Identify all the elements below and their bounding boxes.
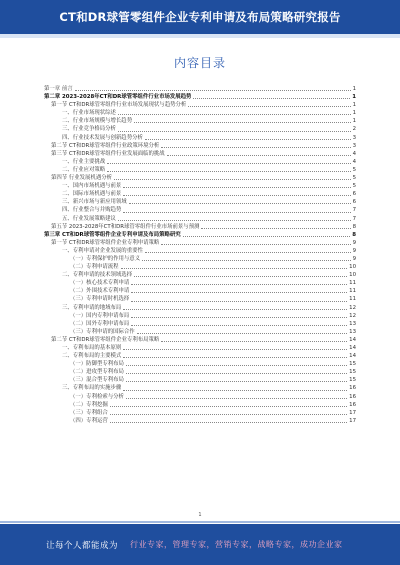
- toc-entry[interactable]: [44, 150, 356, 158]
- toc-entry[interactable]: [44, 263, 356, 271]
- toc-entry-page: 4: [352, 158, 356, 165]
- toc-entry-page: 16: [349, 401, 356, 408]
- toc-entry-page: 11: [349, 280, 356, 287]
- toc-entry[interactable]: [44, 295, 356, 303]
- toc-entry-page: 2: [352, 126, 356, 133]
- toc-leader-dots: [114, 179, 351, 180]
- toc-leader-dots: [131, 325, 347, 326]
- toc-entry-page: 14: [349, 345, 356, 351]
- toc-entry[interactable]: [44, 231, 356, 239]
- toc-entry-text: 三、专利申请的地域布局: [62, 304, 122, 311]
- toc-leader-dots: [193, 98, 350, 99]
- toc-entry-text: 第四节 行业发展机遇分析: [51, 175, 113, 182]
- toc-leader-dots: [123, 357, 347, 358]
- toc-entry-text: （三）专利申请时机选择: [70, 296, 130, 303]
- toc-entry-text: 一、专利申请对企业发展的重要性: [62, 247, 143, 254]
- toc-entry-page: 14: [349, 336, 356, 343]
- toc-entry-page: 17: [349, 417, 356, 424]
- toc-entry[interactable]: [44, 198, 356, 206]
- toc-entry[interactable]: [44, 223, 356, 231]
- toc-leader-dots: [137, 333, 347, 334]
- toc-entry-text: 三、新兴市场与新应用领域: [62, 199, 127, 206]
- toc-entry[interactable]: [44, 142, 356, 150]
- toc-leader-dots: [126, 398, 347, 399]
- toc-entry[interactable]: [44, 344, 356, 352]
- toc-entry-text: （三）混合型专利布局: [70, 377, 124, 384]
- toc-entry-page: 5: [352, 175, 356, 182]
- toc-entry-text: 第一章 前言: [44, 86, 73, 92]
- toc-entry[interactable]: [44, 109, 356, 117]
- footer-divider: [0, 521, 400, 523]
- toc-entry-page: 13: [349, 328, 356, 335]
- toc-leader-dots: [110, 406, 347, 407]
- toc-entry-text: （一）专利检索与分析: [70, 393, 124, 400]
- toc-entry-text: （一）防御型专利布局: [70, 361, 124, 368]
- toc-entry[interactable]: [44, 393, 356, 401]
- toc-entry-page: 8: [352, 223, 356, 230]
- toc-leader-dots: [134, 122, 350, 123]
- toc-entry-text: 第二章 2023-2028年CT和DR球管零组件行业市场发展趋势: [44, 94, 192, 101]
- toc-leader-dots: [126, 365, 347, 366]
- toc-entry-page: 11: [349, 288, 356, 295]
- toc-heading: 内容目录: [173, 56, 226, 70]
- toc-leader-dots: [123, 349, 347, 350]
- toc-entry[interactable]: [44, 336, 356, 344]
- toc-entry-page: 17: [349, 409, 356, 416]
- toc-entry-page: 14: [349, 353, 356, 360]
- toc-entry-page: 10: [349, 264, 356, 271]
- toc-entry[interactable]: [44, 328, 356, 336]
- toc-entry[interactable]: [44, 312, 356, 320]
- toc-entry-page: 15: [349, 361, 356, 368]
- toc-entry[interactable]: [44, 158, 356, 166]
- toc-entry-text: （三）专利申请的国际合作: [70, 328, 135, 335]
- toc-entry-text: 五、行业发展策略建议: [62, 215, 116, 222]
- toc-leader-dots: [161, 341, 347, 342]
- toc-leader-dots: [183, 236, 351, 237]
- toc-entry[interactable]: [44, 190, 356, 198]
- toc-entry-page: 1: [352, 118, 356, 125]
- toc-entry[interactable]: [44, 255, 356, 263]
- toc-entry-text: 第一节 CT和DR球管零组件企业专利申请策略: [51, 239, 160, 246]
- toc-entry[interactable]: [44, 271, 356, 279]
- toc-entry-page: 7: [352, 207, 356, 214]
- toc-entry[interactable]: [44, 401, 356, 409]
- toc-leader-dots: [161, 147, 350, 148]
- toc-entry-page: 9: [352, 255, 356, 262]
- toc-entry-text: 一、专利布局的基本原则: [62, 345, 122, 351]
- report-header: [0, 0, 400, 34]
- toc-entry-page: 16: [349, 385, 356, 392]
- toc-leader-dots: [118, 114, 351, 115]
- toc-entry-page: 1: [352, 86, 356, 92]
- toc-entry-page: 1: [352, 94, 356, 101]
- toc-entry-text: （一）专利保护的作用与意义: [70, 255, 141, 262]
- toc-entry[interactable]: [44, 239, 356, 247]
- footer-tags: 行业专家，管理专家，营销专家，战略专家，成功企业家: [130, 540, 343, 549]
- toc-leader-dots: [75, 90, 351, 91]
- toc-entry-text: 二、国际市场机遇与前景: [62, 191, 122, 198]
- toc-leader-dots: [123, 390, 347, 391]
- toc-entry-text: 第二节 CT和DR球管零组件行业政策环境分析: [51, 142, 160, 149]
- toc-entry-page: 1: [352, 102, 356, 109]
- toc-entry-text: 第一节 CT和DR球管零组件行业市场发展现状与趋势分析: [51, 102, 187, 109]
- toc-entry-page: 9: [352, 239, 356, 246]
- toc-entry[interactable]: [44, 206, 356, 214]
- toc-entry-page: 6: [352, 199, 356, 206]
- toc-entry-text: （三）专利组合: [70, 409, 108, 416]
- toc-entry-page: 7: [352, 215, 356, 222]
- toc-entry-text: 四、行业技术发展与创新趋势分析: [62, 134, 143, 141]
- toc-entry[interactable]: [44, 101, 356, 109]
- toc-entry-page: 4: [352, 150, 356, 157]
- toc-leader-dots: [123, 187, 350, 188]
- toc-entry-page: 1: [352, 110, 356, 117]
- footer-slogan: 让每个人都能成为: [46, 540, 119, 551]
- toc-leader-dots: [188, 106, 350, 107]
- toc-leader-dots: [123, 309, 347, 310]
- toc-entry-text: （二）专利申请流程: [70, 264, 119, 271]
- toc-leader-dots: [118, 220, 351, 221]
- page-number: 1: [198, 512, 202, 518]
- toc-leader-dots: [126, 373, 347, 374]
- toc-entry[interactable]: [44, 360, 356, 368]
- toc-entry-text: 四、行业整合与并购趋势: [62, 207, 122, 214]
- toc-entry-text: 第三章 CT和DR球管零组件企业专利申请及布局策略研究: [44, 231, 181, 238]
- toc-entry[interactable]: [44, 417, 356, 425]
- toc-entry-text: （一）国内专利申请布局: [70, 312, 130, 319]
- toc-entry[interactable]: [44, 384, 356, 392]
- toc-entry-page: 9: [352, 247, 356, 254]
- toc-leader-dots: [134, 276, 347, 277]
- toc-entry[interactable]: [44, 134, 356, 142]
- footer-banner: [0, 524, 400, 565]
- toc-entry[interactable]: [44, 125, 356, 133]
- toc-entry[interactable]: [44, 352, 356, 360]
- toc-leader-dots: [126, 381, 347, 382]
- toc-entry[interactable]: [44, 247, 356, 255]
- toc-entry-page: 13: [349, 320, 356, 327]
- toc-leader-dots: [131, 317, 347, 318]
- toc-entry-page: 12: [349, 304, 356, 311]
- toc-leader-dots: [131, 284, 347, 285]
- toc-entry-page: 16: [349, 393, 356, 400]
- report-title: CT和DR球管零组件企业专利申请及布局策略研究报告: [59, 10, 341, 24]
- toc-leader-dots: [121, 268, 348, 269]
- toc-entry-text: （二）专利挖掘: [70, 401, 108, 408]
- toc-entry-text: 三、专利布局的实施步骤: [62, 385, 122, 392]
- toc-entry[interactable]: [44, 117, 356, 125]
- toc-entry-text: 二、行业市场规模与增长趋势: [62, 118, 133, 125]
- toc-entry[interactable]: [44, 376, 356, 384]
- toc-entry-page: 15: [349, 377, 356, 384]
- toc-entry-page: 15: [349, 369, 356, 376]
- toc-entry-text: 二、专利布局的主要模式: [62, 353, 122, 360]
- toc-entry[interactable]: [44, 166, 356, 174]
- toc-leader-dots: [145, 252, 351, 253]
- toc-leader-dots: [123, 195, 350, 196]
- toc-leader-dots: [131, 292, 347, 293]
- toc-leader-dots: [118, 131, 351, 132]
- toc-leader-dots: [107, 163, 350, 164]
- toc-leader-dots: [142, 260, 350, 261]
- toc-entry-page: 6: [352, 191, 356, 198]
- toc-leader-dots: [123, 212, 350, 213]
- toc-entry[interactable]: [44, 279, 356, 287]
- toc-leader-dots: [167, 155, 351, 156]
- toc-leader-dots: [145, 139, 351, 140]
- toc-entry-text: （二）进攻型专利布局: [70, 369, 124, 376]
- toc-entry-text: 一、国内市场机遇与前景: [62, 183, 122, 190]
- toc-entry-page: 5: [352, 166, 356, 173]
- toc-entry-page: 5: [352, 183, 356, 190]
- toc-leader-dots: [110, 422, 347, 423]
- toc-entry-page: 3: [352, 142, 356, 149]
- toc-leader-dots: [129, 203, 351, 204]
- toc-entry[interactable]: [44, 409, 356, 417]
- toc-leader-dots: [107, 171, 350, 172]
- toc-entry-text: 二、行业应对策略: [62, 166, 106, 173]
- toc-entry-page: 10: [349, 272, 356, 279]
- toc-leader-dots: [161, 244, 350, 245]
- toc-entry[interactable]: [44, 368, 356, 376]
- toc-entry[interactable]: [44, 93, 356, 101]
- toc-entry[interactable]: [44, 320, 356, 328]
- toc-entry-text: 第二节 CT和DR球管零组件企业专利布局策略: [51, 336, 160, 343]
- toc-entry-page: 3: [352, 134, 356, 141]
- toc-entry-text: （二）国外专利申请布局: [70, 320, 130, 327]
- toc-entry[interactable]: [44, 215, 356, 223]
- toc-entry-page: 12: [349, 312, 356, 319]
- toc-leader-dots: [110, 414, 347, 415]
- toc-entry[interactable]: [44, 182, 356, 190]
- toc-entry-text: 第三节 CT和DR球管零组件行业发展面临的挑战: [51, 150, 165, 157]
- header-divider: [0, 34, 400, 38]
- toc-entry-text: 一、行业市场现状综述: [62, 110, 116, 117]
- toc-entry[interactable]: [44, 174, 356, 182]
- toc-leader-dots: [131, 301, 347, 302]
- toc-entry-text: （二）外围技术专利申请: [70, 288, 130, 295]
- toc-entry-text: 三、行业竞争格局分析: [62, 126, 116, 133]
- toc-entry[interactable]: [44, 85, 356, 93]
- toc-entry-page: 11: [349, 296, 356, 303]
- toc-entry[interactable]: [44, 304, 356, 312]
- toc-entry-page: 8: [352, 231, 356, 238]
- toc-entry-text: 一、行业主要挑战: [62, 158, 106, 165]
- toc-entry-text: （四）专利运营: [70, 417, 108, 424]
- toc-leader-dots: [201, 228, 350, 229]
- toc-entry-text: 二、专利申请的技术领域选择: [62, 272, 133, 279]
- toc-entry[interactable]: [44, 287, 356, 295]
- toc-entry-text: （一）核心技术专利申请: [70, 280, 130, 287]
- toc-entry-text: 第五节 2023-2028年CT和DR球管零组件行业市场前景与预测: [51, 223, 200, 230]
- table-of-contents: [44, 85, 356, 510]
